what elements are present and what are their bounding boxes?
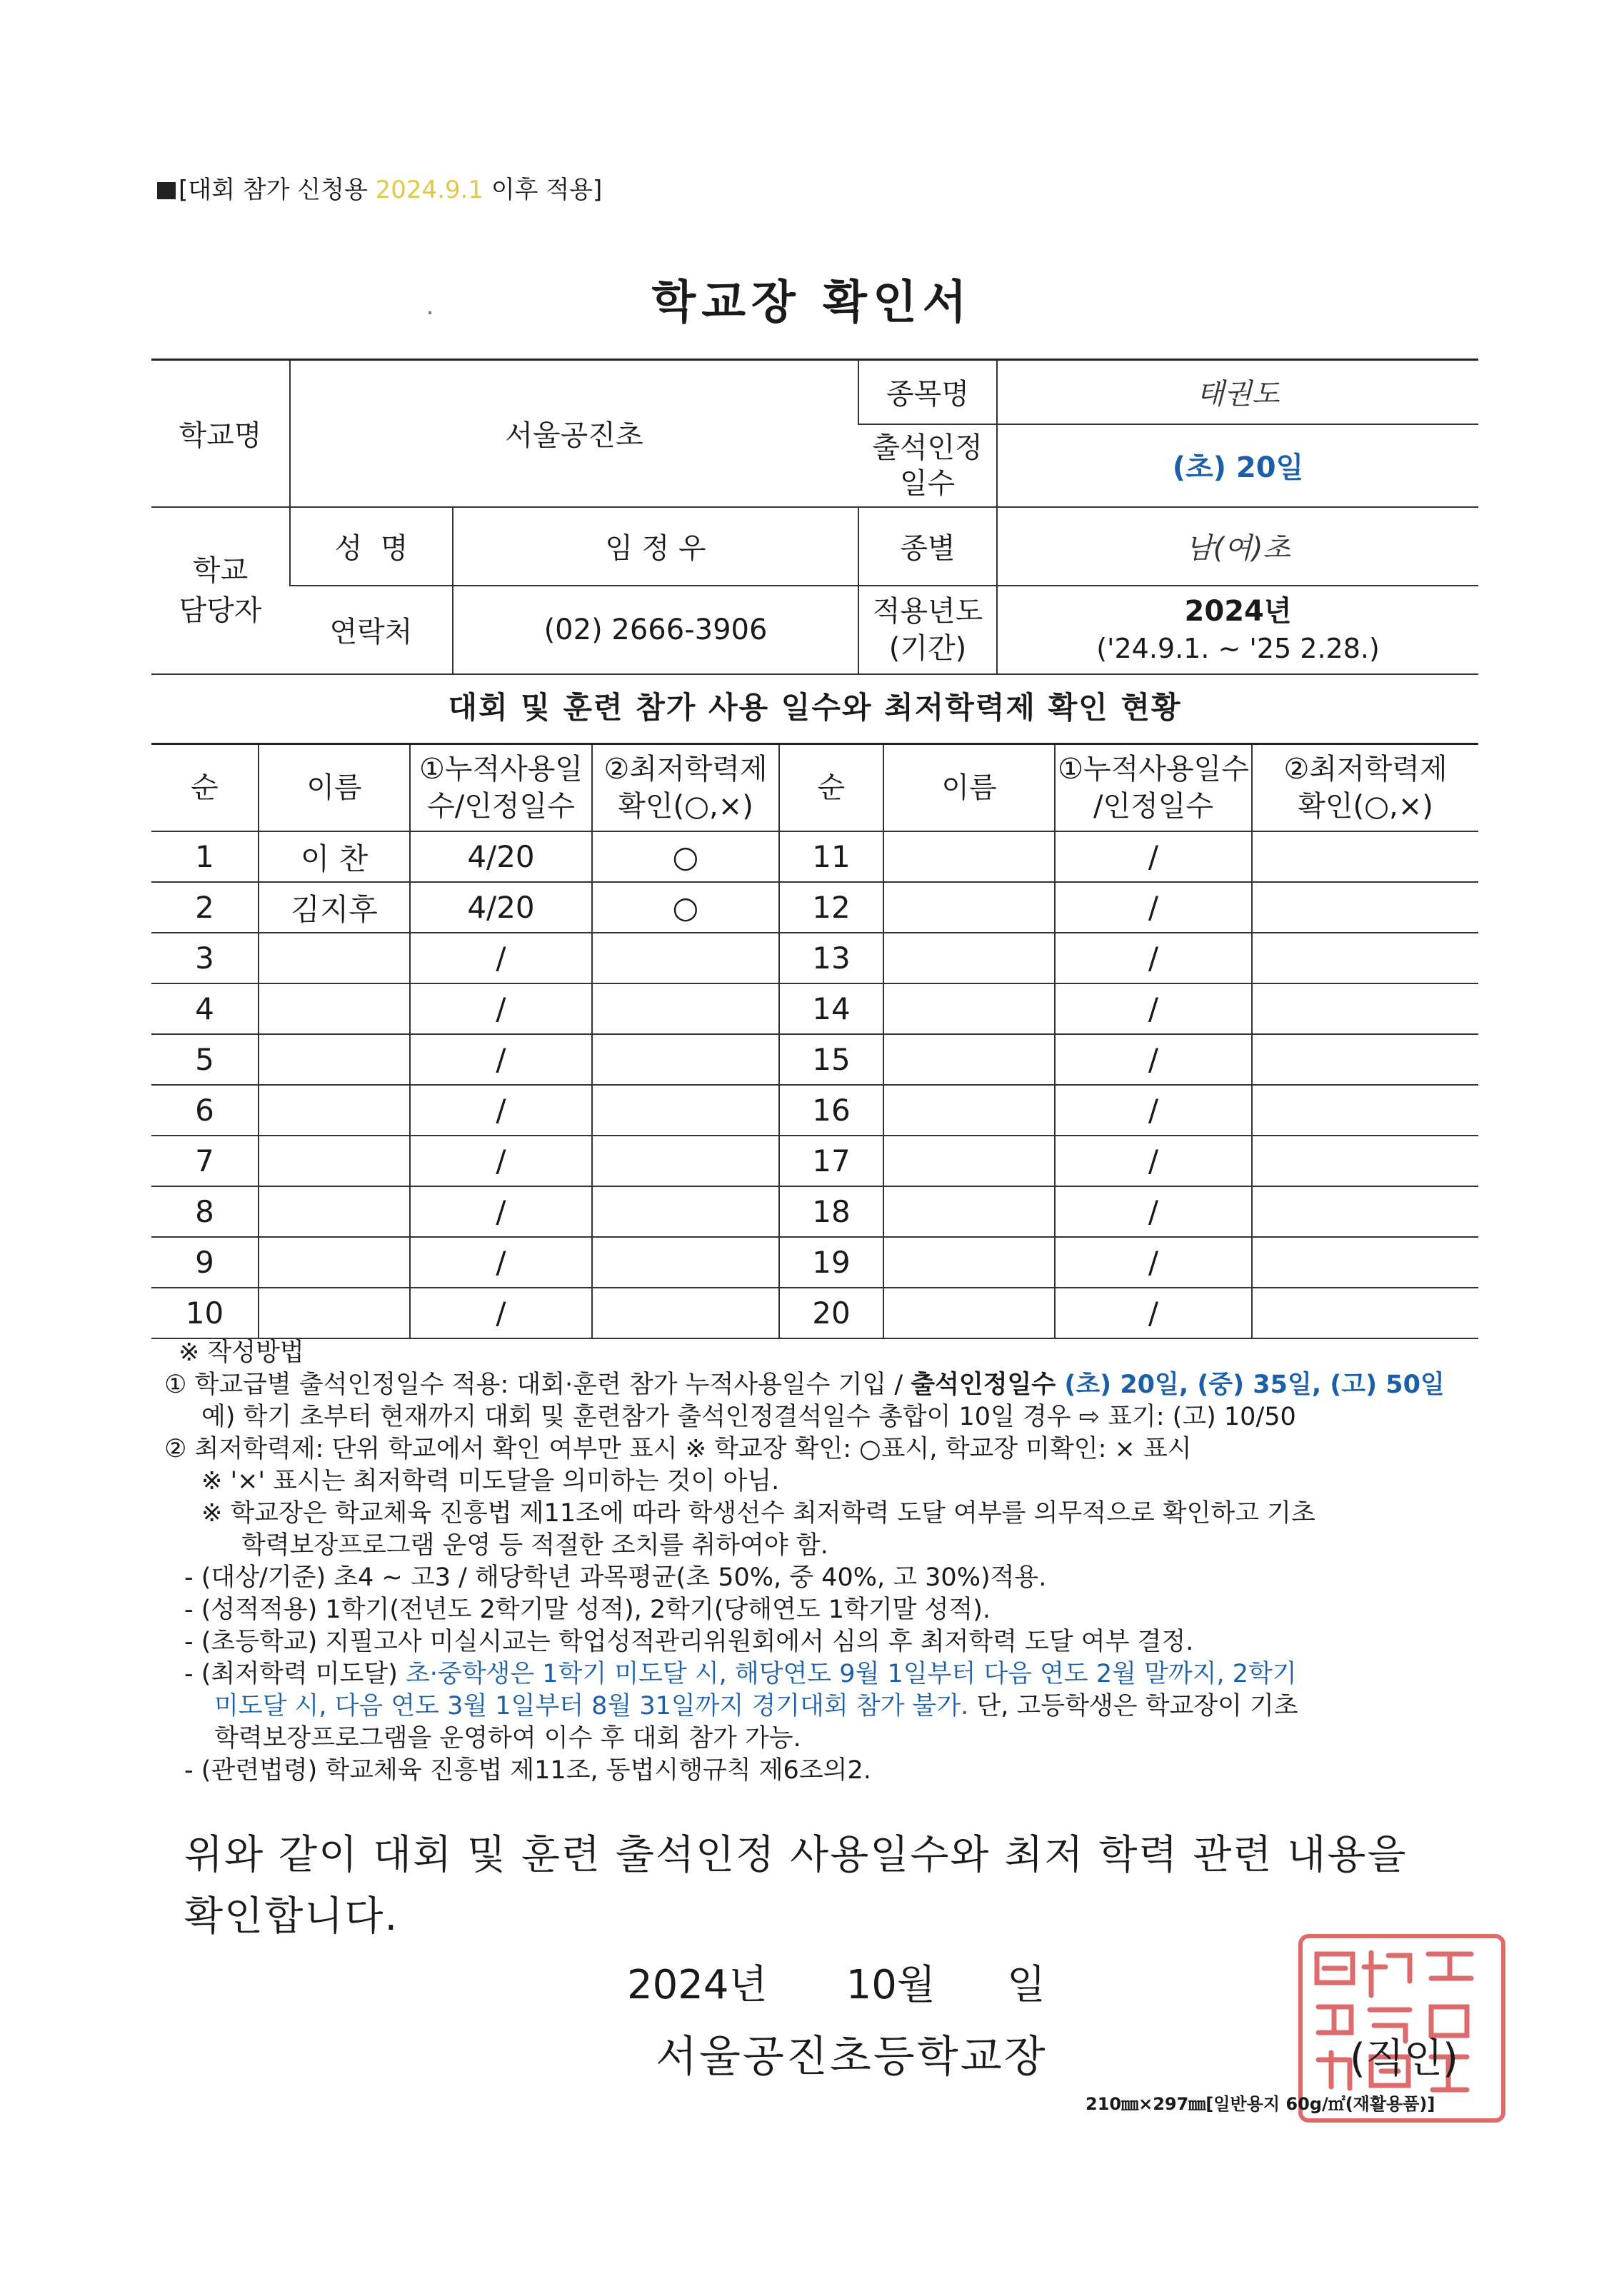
- detail-4-text: 단, 고등학생은 학교장이 기초: [968, 1692, 1298, 1720]
- table-row: [151, 1288, 1478, 1338]
- col-days-1: ①누적사용일: [418, 753, 583, 786]
- cell-days: /: [410, 983, 592, 1034]
- cell-name: [259, 983, 410, 1034]
- detail-4-cont: [214, 1691, 1543, 1723]
- cell-no: 10: [151, 1288, 259, 1338]
- cell-name-r: [883, 1288, 1055, 1338]
- cell-days: /: [410, 1237, 592, 1288]
- year-label: [858, 586, 997, 674]
- manager-label: [151, 507, 290, 674]
- speck: [428, 311, 431, 314]
- header-tag-date: 2024.9.1: [375, 176, 484, 204]
- cell-no: 1: [151, 831, 259, 882]
- cell-days-r: /: [1055, 933, 1252, 983]
- cell-no-r: 17: [779, 1136, 883, 1186]
- section-title: 대회 및 훈련 참가 사용 일수와 최저학력제 확인 현황: [448, 690, 1182, 725]
- cell-days-r: /: [1055, 1136, 1252, 1186]
- detail-4: [184, 1658, 1513, 1691]
- col-name-right: 이름: [883, 744, 1055, 832]
- header-tag-prefix: [대회 참가 신청용: [179, 176, 376, 204]
- cell-confirm-r: [1252, 1288, 1478, 1338]
- cell-confirm-r: [1252, 1136, 1478, 1186]
- name-label: 성 명: [290, 507, 453, 586]
- manager-label-1: 학교: [192, 554, 249, 587]
- cell-confirm-r: [1252, 882, 1478, 933]
- cell-no-r: 18: [779, 1186, 883, 1237]
- cell-confirm-r: [1252, 933, 1478, 983]
- cell-no: 5: [151, 1034, 259, 1085]
- cell-days: /: [410, 1288, 592, 1338]
- col-no-right: 순: [779, 744, 883, 832]
- note-1-values: (초) 20일, (중) 35일, (고) 50일: [1064, 1371, 1445, 1399]
- seal-label: (직인): [1350, 2035, 1458, 2082]
- cell-name-r: [883, 1085, 1055, 1136]
- cell-days-r: /: [1055, 1085, 1252, 1136]
- cell-name: 이 찬: [259, 831, 410, 882]
- cell-no-r: 12: [779, 882, 883, 933]
- col-confirm-right: [1252, 744, 1478, 832]
- cell-days: /: [410, 1136, 592, 1186]
- info-table: [151, 359, 1478, 675]
- cell-days: /: [410, 1186, 592, 1237]
- col-days: [410, 744, 592, 832]
- col-confirm-right-1: ②최저학력제: [1283, 753, 1448, 786]
- confirm-statement: [184, 1825, 1491, 1948]
- year-value: [997, 586, 1478, 674]
- year-label-2: (기간): [888, 631, 967, 665]
- cell-no-r: 15: [779, 1034, 883, 1085]
- cell-name: [259, 1136, 410, 1186]
- table-row: [151, 1237, 1478, 1288]
- cell-confirm: [592, 1288, 779, 1338]
- note-2-a: ※ '×' 표시는 최저학력 미도달을 의미하는 것이 아님.: [201, 1467, 780, 1496]
- cell-confirm-r: [1252, 1085, 1478, 1136]
- cell-no: 8: [151, 1186, 259, 1237]
- name-value: 임 정 우: [453, 507, 858, 586]
- cell-confirm-r: [1252, 1237, 1478, 1288]
- cell-name: [259, 1186, 410, 1237]
- cell-name: [259, 1237, 410, 1288]
- col-days-right-1: ①누적사용일수: [1058, 753, 1249, 786]
- cell-name-r: [883, 1136, 1055, 1186]
- cell-days: /: [410, 933, 592, 983]
- note-1-label: 출석인정일수: [911, 1371, 1065, 1399]
- detail-3: - (초등학교) 지필고사 미실시교는 학업성적관리위원회에서 심의 후 최저학력 도달 여부 결정.: [184, 1628, 1194, 1656]
- cell-name-r: [883, 933, 1055, 983]
- cell-name-r: [883, 1034, 1055, 1085]
- cell-days-r: /: [1055, 1237, 1252, 1288]
- col-days-right: [1055, 744, 1252, 832]
- cell-confirm: [592, 1085, 779, 1136]
- cell-days: 4/20: [410, 831, 592, 882]
- cell-no: 3: [151, 933, 259, 983]
- cell-no-r: 16: [779, 1085, 883, 1136]
- detail-5: - (관련법령) 학교체육 진흥법 제11조, 동법시행규칙 제6조의2.: [184, 1756, 871, 1785]
- square-bullet-icon: [157, 182, 176, 199]
- table-row: [151, 983, 1478, 1034]
- gender-value: 남(여)초: [997, 507, 1478, 586]
- cell-name-r: [883, 1237, 1055, 1288]
- confirm-line-1: 위와 같이 대회 및 훈련 출석인정 사용일수와 최저 학력 관련 내용을: [184, 1832, 1408, 1878]
- cell-name: 김지후: [259, 882, 410, 933]
- cell-name-r: [883, 983, 1055, 1034]
- gender-label: 종별: [858, 507, 997, 586]
- school-value: 서울공진초: [290, 360, 858, 507]
- cell-confirm: ○: [592, 882, 779, 933]
- cell-name-r: [883, 1186, 1055, 1237]
- note-2-b1: ※ 학교장은 학교체육 진흥법 제11조에 따라 학생선수 최저학력 도달 여부를 의무적으로 확인하고 기초: [201, 1499, 1315, 1528]
- cell-no-r: 14: [779, 983, 883, 1034]
- cell-days-r: /: [1055, 1186, 1252, 1237]
- sport-value: 태권도: [997, 360, 1478, 424]
- detail-1: - (대상/기준) 초4 ~ 고3 / 해당학년 과목평균(초 50%, 중 40%, 고 30%)적용.: [184, 1563, 1047, 1592]
- header-tag: [157, 170, 602, 205]
- cell-name-r: [883, 831, 1055, 882]
- note-2: ② 최저학력제: 단위 학교에서 확인 여부만 표시 ※ 학교장 확인: ○표시, 학교장 미확인: × 표시: [164, 1435, 1192, 1463]
- cell-days: /: [410, 1034, 592, 1085]
- table-row: [151, 1136, 1478, 1186]
- table-row: [151, 831, 1478, 882]
- contact-value: (02) 2666-3906: [453, 586, 858, 674]
- year-value-period: ('24.9.1. ~ '25 2.28.): [1096, 632, 1380, 664]
- date-day: 일: [1006, 1962, 1046, 2008]
- col-confirm-1: ②최저학력제: [603, 753, 768, 786]
- sport-label: 종목명: [858, 360, 997, 424]
- cell-confirm: [592, 1034, 779, 1085]
- cell-confirm-r: [1252, 983, 1478, 1034]
- col-no: 순: [151, 744, 259, 832]
- col-days-right-2: /인정일수: [1093, 790, 1214, 823]
- cell-name: [259, 1288, 410, 1338]
- cell-confirm-r: [1252, 1186, 1478, 1237]
- cell-confirm: [592, 1237, 779, 1288]
- paper-spec: 210㎜×297㎜[일반용지 60g/㎡(재활용품)]: [1086, 2094, 1435, 2114]
- cell-days-r: /: [1055, 831, 1252, 882]
- cell-no: 6: [151, 1085, 259, 1136]
- year-value-year: 2024년: [1184, 594, 1292, 628]
- confirm-line-2: 확인합니다.: [184, 1893, 399, 1940]
- col-confirm-2: 확인(○,×): [618, 790, 753, 823]
- attend-label-2: 일수: [899, 466, 956, 500]
- cell-no-r: 13: [779, 933, 883, 983]
- col-name: 이름: [259, 744, 410, 832]
- cell-no-r: 19: [779, 1237, 883, 1288]
- cell-confirm: ○: [592, 831, 779, 882]
- attend-value: (초) 20일: [997, 424, 1478, 507]
- cell-name: [259, 1085, 410, 1136]
- sign-date: [627, 1953, 1046, 2010]
- cell-name-r: [883, 882, 1055, 933]
- manager-label-2: 담당자: [179, 593, 262, 627]
- note-1: [164, 1369, 1493, 1401]
- attend-label-1: 출석인정: [872, 431, 983, 464]
- roster-table: [151, 743, 1478, 1339]
- seal-pattern-icon: [1303, 1938, 1493, 2110]
- note-2-b2: 학력보장프로그램 운영 등 적절한 조치를 취하여야 함.: [241, 1531, 828, 1560]
- cell-days-r: /: [1055, 882, 1252, 933]
- detail-2: - (성적적용) 1학기(전년도 2학기말 성적), 2학기(당해연도 1학기말 성적).: [184, 1596, 991, 1624]
- detail-4-blue-1: 초·중학생은 1학기 미도달 시, 해당연도 9월 1일부터 다음 연도 2월 말까지, 2학기: [406, 1660, 1297, 1688]
- detail-4-label: - (최저학력 미도달): [184, 1660, 406, 1688]
- cell-no: 9: [151, 1237, 259, 1288]
- cell-days-r: /: [1055, 983, 1252, 1034]
- date-month: 10월: [846, 1962, 936, 2008]
- cell-no: 2: [151, 882, 259, 933]
- school-head-name: 서울공진초등학교장: [656, 2032, 1048, 2082]
- table-row: [151, 1085, 1478, 1136]
- cell-name: [259, 933, 410, 983]
- note-1-text: ① 학교급별 출석인정일수 적용: 대회·훈련 참가 누적사용일수 기입 /: [164, 1371, 911, 1399]
- cell-confirm: [592, 1186, 779, 1237]
- cell-no-r: 11: [779, 831, 883, 882]
- notes: [164, 1337, 1493, 1787]
- cell-confirm: [592, 1136, 779, 1186]
- cell-days-r: /: [1055, 1034, 1252, 1085]
- col-confirm-right-2: 확인(○,×): [1298, 790, 1433, 823]
- contact-label: 연락처: [290, 586, 453, 674]
- cell-confirm: [592, 933, 779, 983]
- col-days-2: 수/인정일수: [427, 790, 575, 823]
- table-row: [151, 1034, 1478, 1085]
- cell-no: 4: [151, 983, 259, 1034]
- cell-confirm-r: [1252, 831, 1478, 882]
- note-1-example: 예) 학기 초부터 현재까지 대회 및 훈련참가 출석인정결석일수 총합이 10일 경우 ⇨ 표기: (고) 10/50: [201, 1403, 1296, 1431]
- attend-label: [858, 424, 997, 507]
- cell-name: [259, 1034, 410, 1085]
- cell-confirm-r: [1252, 1034, 1478, 1085]
- cell-days: /: [410, 1085, 592, 1136]
- col-confirm: [592, 744, 779, 832]
- notes-heading: ※ 작성방법: [179, 1338, 304, 1367]
- cell-no-r: 20: [779, 1288, 883, 1338]
- detail-4-end: 학력보장프로그램을 운영하여 이수 후 대회 참가 가능.: [214, 1724, 801, 1753]
- detail-4-blue-2: 미도달 시, 다음 연도 3월 1일부터 8월 31일까지 경기대회 참가 불가.: [214, 1692, 969, 1720]
- table-row: [151, 882, 1478, 933]
- year-label-1: 적용년도: [872, 594, 983, 628]
- page-title: 학교장 확인서: [651, 276, 973, 329]
- date-year: 2024년: [627, 1962, 768, 2008]
- cell-confirm: [592, 983, 779, 1034]
- school-label: 학교명: [151, 360, 290, 507]
- cell-days: 4/20: [410, 882, 592, 933]
- header-tag-suffix: 이후 적용]: [483, 176, 603, 204]
- cell-days-r: /: [1055, 1288, 1252, 1338]
- cell-no: 7: [151, 1136, 259, 1186]
- table-row: [151, 1186, 1478, 1237]
- table-row: [151, 933, 1478, 983]
